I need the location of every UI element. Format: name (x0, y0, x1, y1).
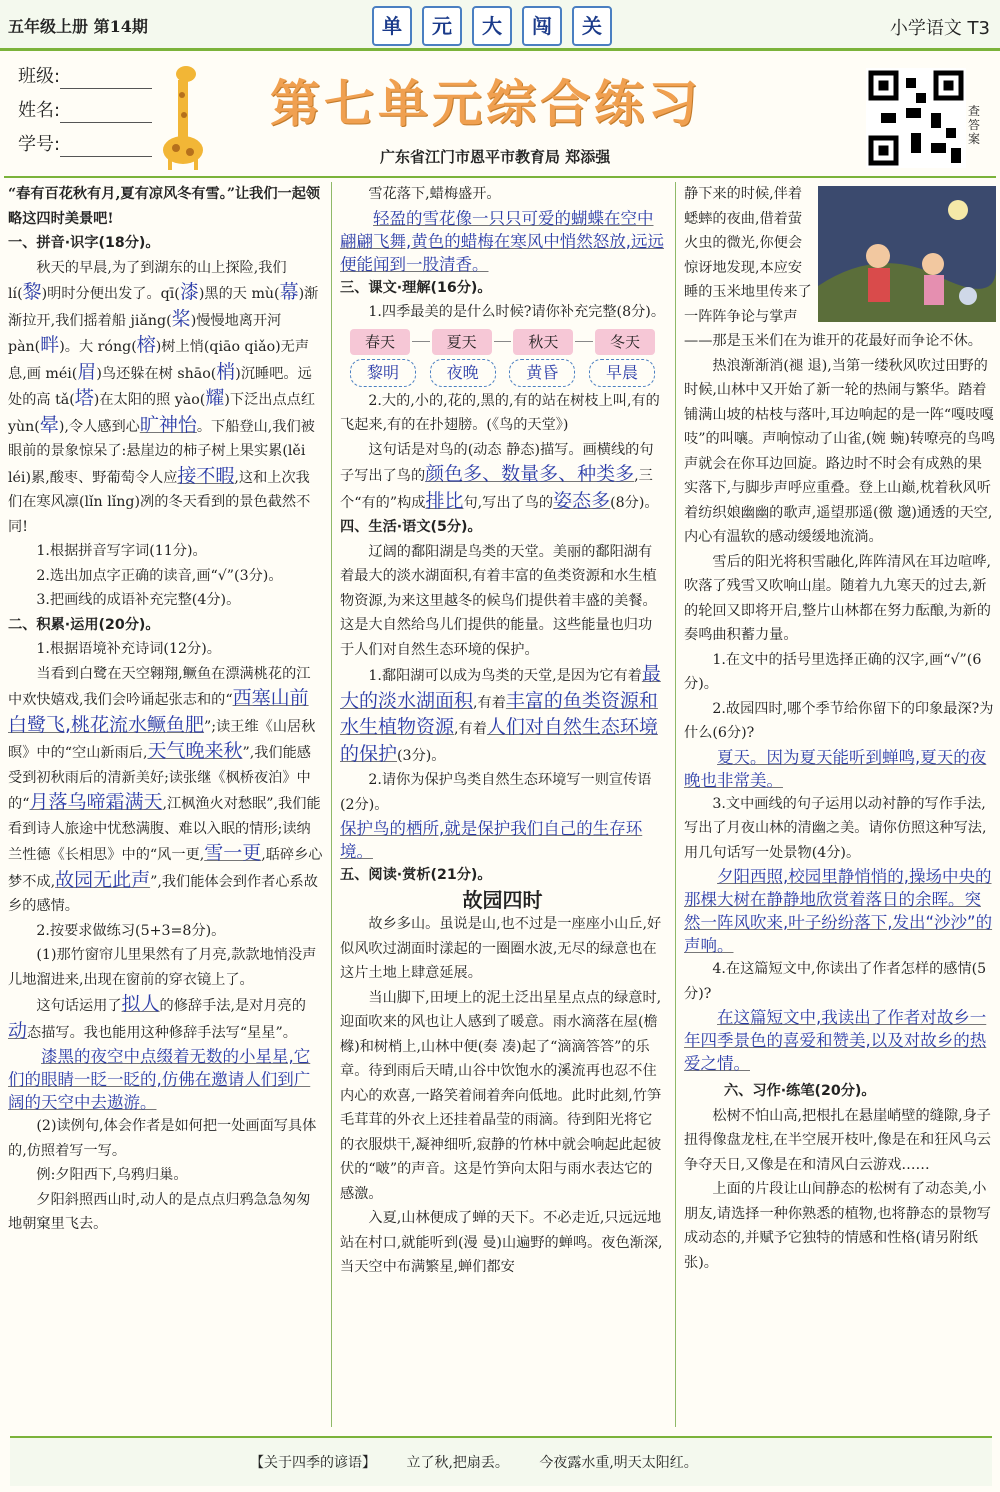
column-3 (684, 182, 996, 1275)
banner-char: 大 (472, 6, 512, 46)
intro-quote: “春有百花秋有月,夏有凉风冬有雪。”让我们一起领略这四时美景吧! (8, 186, 321, 227)
section-2-passage: 当看到白鹭在天空翱翔,鳜鱼在漂满桃花的江中欢快嬉戏,我们会吟诵起张志和的“西塞山前白鹭飞,桃花流水鳜鱼肥”;读王维《山居秋暝》中的“空山新雨后,天气晚来秋”,我们能感受到初秋雨后的清新美好;读张继《枫桥夜泊》中的“月落乌啼霜满天,江枫渔火对愁眠”,我们能看到诗人旅途中忧愁满腹、难以入眠的情形;读纳兰性德《长相思》中的“风一更,雪一更,聒碎乡心梦不成,故园无此声”,我们能体会到作者心系故乡的感情。 (8, 665, 323, 914)
section-5-heading: 五、阅读·赏析(21分)。 (340, 867, 492, 883)
column-1 (8, 182, 323, 1237)
header-rule (4, 176, 996, 178)
question: (1)那竹窗帘儿里果然有了月亮,款款地悄没声儿地溜进来,出现在窗前的穿衣镜上了。 (8, 947, 317, 988)
reading-paragraph: 雪后的阳光将积雪融化,阵阵清风在耳边喧哗,吹落了残雪又吹响山崖。随着九九寒天的过去,新的轮回又即将开启,整片山林都在努力酝酿,为新的奏鸣曲积蓄力量。 (684, 553, 991, 643)
answer: 保护鸟的栖所,就是保护我们自己的生存环境。 (340, 819, 643, 861)
proverb: 今夜露水重,明天太阳红。 (539, 1455, 698, 1471)
reading-paragraph: 静下来的时候,伴着蟋蟀的夜曲,借着萤火虫的微光,你便会惊讶地发现,本应安睡的玉米地里传来了一阵阵争论与掌声——那是玉米们在为谁开的花最好而争论不休。 (684, 186, 982, 349)
reading-paragraph: 当山脚下,田埂上的泥土泛出星星点点的绿意时,迎面吹来的风也让人感到了暖意。雨水滴落在屋(檐 橼)和树梢上,山林中便(奏 凑)起了“滴滴答答”的乐章。待到雨后天晴,山谷中饮饱水的溪流再也忍不住内心的欢喜,一路笑着闹着奔向低地。此时此刻,竹笋毛茸茸的外衣上还挂着晶莹的雨滴。待到阳光将它的衣服烘干,凝神细听,寂静的竹林中就会响起此起彼伏的“啵”的声音。这是竹笋向太阳与雨水表达它的感激。 (340, 989, 662, 1202)
banner-char: 单 (372, 6, 412, 46)
answer: 榕 (136, 334, 156, 356)
question: 这句话运用了拟人的修辞手法,是对月亮的动态描写。我也能用这种修辞手法写“星星”。 (8, 993, 306, 1042)
answer: 桨 (171, 307, 191, 330)
answer: 拟人 (121, 993, 160, 1015)
answer: 天气晚来秋 (147, 740, 243, 762)
section-1-passage: 秋天的早晨,为了到湖东的山上探险,我们 lí(黎)明时分便出发了。qī(漆)黑的天 mù(幕)渐渐拉开,我们摇着船 jiǎng(桨)慢慢地离开河 pàn(畔)。大 róng(榕)树上悄(qiāo qiǎo)无声息,画 méi(眉)鸟还躲在树 shāo(梢)沉睡吧。远处的高 tǎ(塔)在太阳的照 yào(耀)下泛出点点红 yùn(晕),令人感到心旷神怡。下船登山,我们被眼前的景象惊呆了:悬崖边的柿子树上果实累(lěi léi)累,酸枣、野葡萄令人应接不暇,这和上次我们在寒风凛(lǐn lǐng)冽的冬天看到的景色截然不同! (8, 259, 319, 535)
answer: 颜色多、数量多、种类多 (425, 463, 635, 485)
giraffe-icon (158, 60, 208, 172)
answer: 漆黑的夜空中点缀着无数的小星星,它们的眼睛一眨一眨的,仿佛在邀请人们到广阔的天空中去遨游。 (8, 1047, 311, 1112)
reading-paragraph: 入夏,山林便成了蝉的天下。不必走近,只远远地站在村口,就能听到(漫 曼)山遍野的蝉鸣。夜色渐深,当天空中布满繁星,蝉们都安 (340, 1210, 663, 1275)
section-6-heading: 六、习作·练笔(20分)。 (724, 1083, 876, 1099)
answer: 雪一更 (204, 842, 262, 864)
question: 1.在文中的括号里选择正确的汉字,画“√”(6分)。 (684, 651, 982, 692)
answer: 旷神怡 (139, 413, 197, 436)
section-2-heading: 二、积累·运用(20分)。 (8, 616, 160, 633)
proverb: 立了秋,把扇丢。 (406, 1455, 509, 1471)
banner-char: 元 (422, 6, 462, 46)
column-divider (675, 182, 676, 1427)
footer-proverbs (10, 1436, 992, 1486)
example: 夕阳斜照西山时,动人的是点点归鸦急急匆匆地朝窠里飞去。 (8, 1191, 311, 1232)
answer: 夏天。因为夏天能听到蝉鸣,夏天的夜晚也非常美。 (684, 747, 987, 790)
banner-char: 关 (572, 6, 612, 46)
season-answer: 黄昏 (509, 359, 575, 387)
reading-paragraph: 热浪渐渐消(褪 退),当第一缕秋风吹过田野的时候,山林中又开始了新一轮的热闹与繁华。踏着铺满山坡的枯枝与落叶,耳边响起的是一阵“嘎吱嘎吱”的叫嚷。声响惊动了山雀,(婉 蜿)转嘹亮的鸟鸣声就会在你耳边回旋。路边时不时会有成熟的果实落下,与脚步声呼应重叠。登上山巅,枕着秋风听着纺织娘幽幽的歌声,遥望那遥(徼 邈)通透的天空,内心有温软的感动缓缓地流淌。 (684, 357, 996, 545)
answer: 黎 (22, 281, 42, 303)
answer: 晕 (39, 413, 59, 436)
answer: 畔 (40, 334, 60, 356)
season-label: 夏天 (432, 329, 492, 355)
season-row (350, 329, 655, 355)
answer: 丰富的鱼类资源和水生植物资源 (340, 689, 658, 738)
answer: 最大的淡水湖面积 (340, 663, 661, 712)
answer: 轻盈的雪花像一只只可爱的蝴蝶在空中翩翩飞舞,黄色的蜡梅在寒风中悄然怒放,远远便能闻到一股清香。 (340, 208, 664, 274)
season-label: 春天 (350, 329, 410, 355)
reading-title: 故园四时 (462, 887, 543, 912)
answer: 夕阳西照,校园里静悄悄的,操场中央的那棵大树在静静地欣赏着落日的余晖。突然一阵风吹来,叶子纷纷落下,发出“沙沙”的声响。 (684, 867, 993, 955)
unit-banner (372, 6, 612, 46)
question: 2.故园四时,哪个季节给你留下的印象最深?为什么(6分)? (684, 700, 994, 741)
column-2 (340, 182, 665, 1280)
answer: 眉 (77, 360, 97, 383)
example: 例:夕阳西下,乌鸦归巢。 (36, 1167, 188, 1183)
section-3-heading: 三、课文·理解(16分)。 (340, 279, 492, 296)
author-line: 广东省江门市恩平市教育局 郑添强 (380, 148, 611, 166)
subject-label: 小学语文 T3 (889, 18, 990, 39)
page-title: 第七单元综合练习 (270, 75, 702, 133)
passage: 辽阔的鄱阳湖是鸟类的天堂。美丽的鄱阳湖有着最大的淡水湖面积,有着丰富的鱼类资源和水生植物资源,为来这里越冬的候鸟们提供着丰盛的美餐。这是大自然给鸟儿们提供的能量。这些能量也归功于人们对自然生态环境的保护。 (340, 543, 657, 658)
answer: 幕 (279, 281, 299, 303)
question: 1.根据语境补充诗词(12分)。 (36, 641, 221, 657)
answer: 故园无此声 (55, 868, 151, 891)
answer: 动 (8, 1019, 28, 1042)
writing-prompt: 松树不怕山高,把根扎在悬崖峭壁的缝隙,身子扭得像盘龙柱,在半空展开枝叶,像是在和狂风乌云争夺天日,又像是在和清风白云游戏…… (684, 1107, 991, 1173)
question: 2.大的,小的,花的,黑的,有的站在树枝上叫,有的飞起来,有的在扑翅膀。(《鸟的天堂》) (340, 392, 660, 433)
question: 4.在这篇短文中,你读出了作者怎样的感情(5分)? (684, 961, 987, 1002)
answer: 人们对自然生态环境的保护 (340, 716, 658, 765)
column-divider (331, 182, 332, 1427)
qr-code-icon[interactable] (866, 68, 966, 168)
question: 1.四季最美的是什么时候?请你补充完整(8分)。 (368, 304, 666, 320)
question: 3.把画线的成语补充完整(4分)。 (36, 592, 241, 608)
season-answer: 早晨 (589, 359, 655, 387)
reading-paragraph: 故乡多山。虽说是山,也不过是一座座小山丘,好似风吹过湖面时漾起的一圈圈水波,无尽的绿意也在这片土地上肆意延展。 (340, 916, 662, 981)
answer: 姿态多 (553, 489, 611, 512)
answer: 漆 (179, 281, 199, 303)
issue-label: 五年级上册 第14期 (8, 17, 148, 36)
page-header (0, 0, 1000, 51)
banner-char: 闯 (522, 6, 562, 46)
answer: 在这篇短文中,我读出了作者对故乡一年四季景色的喜爱和赞美,以及对故乡的热爱之情。 (684, 1008, 987, 1073)
answer: 排比 (425, 489, 464, 512)
proverb-label: 【关于四季的谚语】 (250, 1455, 376, 1471)
question: 2.按要求做练习(5+3=8分)。 (36, 922, 226, 939)
question: 2.选出加点字正确的读音,画“√”(3分)。 (36, 567, 283, 584)
answer: 西塞山前白鹭飞,桃花流水鳜鱼肥 (8, 687, 309, 736)
section-4-heading: 四、生活·语文(5分)。 (340, 519, 482, 535)
season-answer: 夜晚 (430, 359, 496, 387)
night-scene-illustration (818, 186, 996, 322)
answer: 塔 (74, 387, 94, 409)
question: 1.根据拼音写字词(11分)。 (36, 543, 207, 559)
question: 1.鄱阳湖可以成为鸟类的天堂,是因为它有着最大的淡水湖面积,有着丰富的鱼类资源和水生植物资源,有着人们对自然生态环境的保护(3分)。 (340, 663, 661, 765)
season-answer: 黎明 (350, 359, 416, 387)
answer: 耀 (205, 387, 225, 409)
answer: 接不暇 (177, 464, 235, 487)
question: 这句话是对鸟的(动态 静态)描写。画横线的句子写出了鸟的颜色多、数量多、种类多,三个“有的”构成排比句,写出了鸟的姿态多(8分)。 (340, 441, 659, 512)
answer: 月落乌啼霜满天 (29, 791, 163, 813)
season-answer-row (350, 359, 655, 387)
id-field[interactable]: 学号: (18, 128, 208, 162)
season-label: 冬天 (595, 329, 655, 355)
question: 3.文中画线的句子运用以动衬静的写作手法,写出了月夜山林的清幽之美。请你仿照这种写法,用几句话写一处景物(4分)。 (684, 795, 987, 861)
answer: 梢 (216, 360, 236, 383)
writing-prompt: 上面的片段让山间静态的松树有了动态美,小朋友,请选择一种你熟悉的植物,也将静态的景物写成动态的,并赋予它独特的情感和性格(请另附纸张)。 (684, 1181, 991, 1271)
season-label: 秋天 (513, 329, 573, 355)
question: (2)读例句,体会作者是如何把一处画面写具体的,仿照着写一写。 (8, 1118, 317, 1159)
question: 2.请你为保护鸟类自然生态环境写一则宣传语(2分)。 (340, 772, 652, 813)
prompt: 雪花落下,蜡梅盛开。 (368, 186, 501, 202)
class-field[interactable]: 班级: (18, 60, 208, 94)
name-field[interactable]: 姓名: (18, 94, 208, 128)
section-1-heading: 一、拼音·识字(18分)。 (8, 235, 160, 251)
qr-label: 查答案 (968, 104, 981, 146)
